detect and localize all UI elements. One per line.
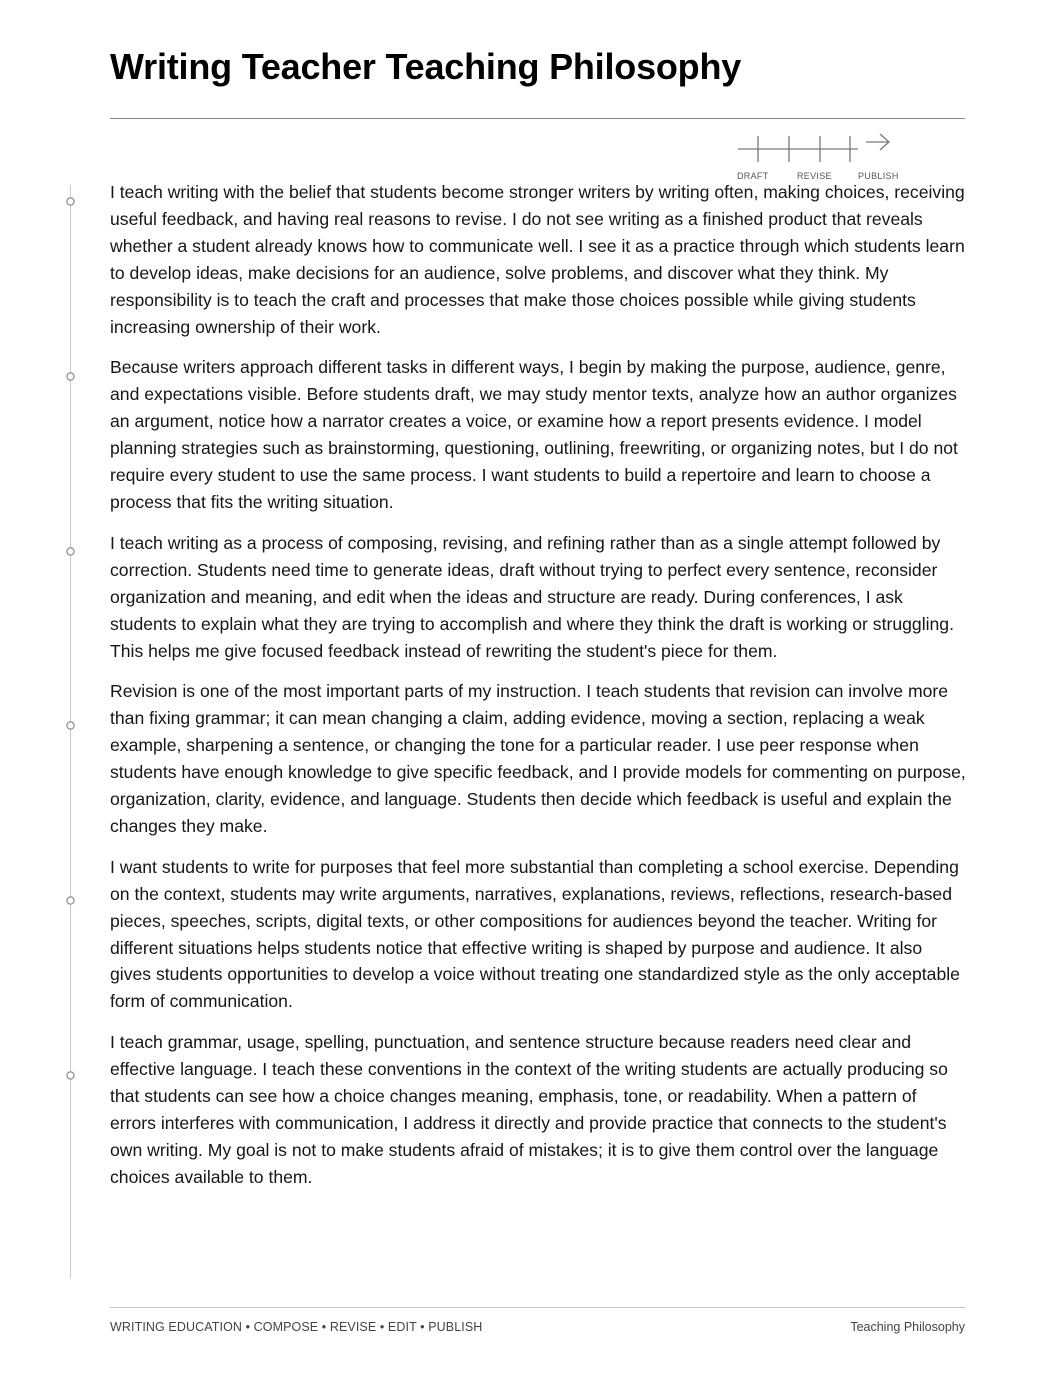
circle-tick-icon (64, 545, 77, 558)
circle-tick-icon (64, 195, 77, 208)
writing-process-graphic (730, 128, 910, 184)
stage-label-publish: PUBLISH (858, 171, 899, 181)
circle-tick-icon (64, 1069, 77, 1082)
footer-document-label: Teaching Philosophy (850, 1320, 965, 1334)
paragraph-writing-belief: I teach writing with the belief that students become stronger writers by writing often, making choices, receiving useful feedback, and having real reasons to revise. I do not see writing as a finished product that reveals whether a student already knows how to communicate well. I see it as a practice through which students learn to develop ideas, make decisions for an audience, solve problems, and discover what they think. My responsibility is to teach the craft and processes that make those choices possible while giving students increasing ownership of their work. (110, 182, 965, 337)
paragraph-authentic-purposes: I want students to write for purposes that feel more substantial than completing a school exercise. Depending on the context, students may write arguments, narratives, explanations, reviews, reflections, research-based pieces, speeches, scripts, digital texts, or other compositions for audiences beyond the teacher. Writing for different situations helps students notice that effective writing is shaped by purpose and audience. It also gives students opportunities to develop a voice without treating one standardized style as the only acceptable form of communication. (110, 856, 960, 1012)
footer-tagline: WRITING EDUCATION • COMPOSE • REVISE • EDIT • PUBLISH (110, 1320, 483, 1334)
paragraph-purpose-audience: Because writers approach different tasks in different ways, I begin by making the purpose, audience, genre, and expectations visible. Before students draft, we may study mentor texts, analyze how an author organizes an argument, notice how a narrator creates a voice, or examine how a report presents evidence. I model planning strategies such as brainstorming, questioning, outlining, freewriting, or organizing notes, but I do not require every student to use the same process. I want students to build a repertoire and learn to choose a process that fits the writing situation. (110, 357, 958, 512)
philosophy-body (110, 179, 966, 1205)
draft-revise-publish-arrow-icon (730, 128, 910, 168)
footer-divider (110, 1307, 965, 1308)
circle-tick-icon (64, 719, 77, 732)
title-divider (110, 118, 965, 119)
paragraph-writing-process: I teach writing as a process of composing, revising, and refining rather than as a single attempt followed by correction. Students need time to generate ideas, draft without trying to perfect every sentence, reconsider organization and meaning, and edit when the ideas and structure are ready. During conferences, I ask students to explain what they are trying to accomplish and where they think the draft is working or struggling. This helps me give focused feedback instead of rewriting the student's piece for them. (110, 532, 954, 661)
paragraph-conventions: I teach grammar, usage, spelling, punctuation, and sentence structure because readers need clear and effective language. I teach these conventions in the context of the writing students are actually producing so that students can see how a choice changes meaning, emphasis, tone, or readability. When a pattern of errors interferes with communication, I address it directly and provide practice that connects to the student's own writing. My goal is not to make students afraid of mistakes; it is to give them control over the language choices available to them. (110, 1032, 948, 1187)
paragraph-revision: Revision is one of the most important parts of my instruction. I teach students that revision can involve more than fixing grammar; it can mean changing a claim, adding evidence, moving a section, replacing a weak example, sharpening a sentence, or changing the tone for a particular reader. I use peer response when students have enough knowledge to give specific feedback, and I provide models for commenting on purpose, organization, clarity, evidence, and language. Students then decide which feedback is useful and explain the changes they make. (110, 681, 966, 836)
stage-label-draft: DRAFT (737, 171, 769, 181)
circle-tick-icon (64, 370, 77, 383)
circle-tick-icon (64, 894, 77, 907)
page-title: Writing Teacher Teaching Philosophy (110, 46, 742, 87)
stage-label-revise: REVISE (797, 171, 832, 181)
